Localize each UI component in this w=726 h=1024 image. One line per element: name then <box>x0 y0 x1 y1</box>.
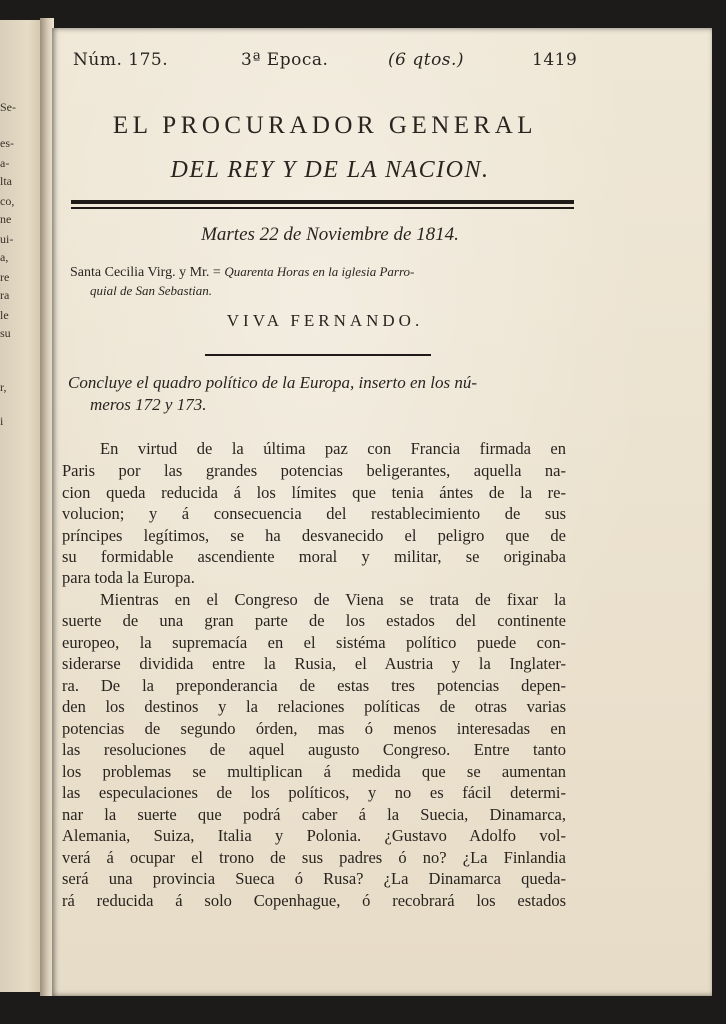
body-line: los problemas se multiplican á medida que se aumentan <box>62 762 566 781</box>
body-line: siderarse dividida entre la Rusia, el Austria y la Inglater- <box>62 654 566 673</box>
body-line: europeo, la supremacía en el sistéma político puede con- <box>62 633 566 652</box>
issue-date: Martes 22 de Noviembre de 1814. <box>201 224 459 245</box>
saint-name: Santa Cecilia Virg. y Mr. = <box>70 265 225 280</box>
left-fragment: es- <box>0 136 14 150</box>
body-line: volucion; y á consecuencia del restablecimiento de sus <box>62 504 566 523</box>
saint-line-1 <box>70 262 580 282</box>
body-line: suerte de una gran parte de los estados del continente <box>62 611 566 630</box>
page-number: 1419 <box>532 50 578 70</box>
masthead-rule-thick <box>71 200 574 204</box>
body-line: verá á ocupar el trono de sus padres ó no? ¿La Finlandia <box>62 848 566 867</box>
issue-number: Núm. 175. <box>73 50 169 70</box>
body-line: cion queda reducida á los límites que tenia ántes de la re- <box>62 483 566 502</box>
body-line: será una provincia Sueca ó Rusa? ¿La Dinamarca queda- <box>62 869 566 888</box>
body-line: rá reducida á solo Copenhague, ó recobrará los estados <box>62 891 566 910</box>
quarters-label: (6 qtos.) <box>388 50 465 70</box>
left-fragment: ui- <box>0 232 14 246</box>
body-line: Mientras en el Congreso de Viena se trata de fixar la <box>100 590 566 609</box>
saint-line-2 <box>90 281 600 301</box>
section-title-line-1: Concluye el quadro político de la Europa, inserto en los nú- <box>68 373 478 392</box>
body-line: su formidable ascendiente moral y militar, se originaba <box>62 547 566 566</box>
viva-fernando: VIVA FERNANDO. <box>226 311 424 330</box>
body-line: den los destinos y la relaciones políticas de otras varias <box>62 697 566 716</box>
left-fragment: r, <box>0 380 7 394</box>
body-line: potencias de segundo órden, mas ó menos interesadas en <box>62 719 566 738</box>
forty-hours-note: Quarenta Horas en la iglesia Parro- <box>224 264 415 279</box>
body-line: En virtud de la última paz con Francia firmada en <box>100 439 566 458</box>
left-fragment: su <box>0 326 11 340</box>
left-fragment: ne <box>0 212 12 226</box>
left-fragment: a- <box>0 156 10 170</box>
masthead-rule-thin <box>71 207 574 209</box>
left-fragment: Se- <box>0 100 16 114</box>
masthead-subtitle: DEL REY Y DE LA NACION. <box>170 157 490 183</box>
body-line: Paris por las grandes potencias beligerantes, aquella na- <box>62 461 566 480</box>
body-line: las resoluciones de aquel augusto Congreso. Entre tanto <box>62 740 566 759</box>
left-fragment: le <box>0 308 9 322</box>
body-line: príncipes legítimos, se ha desvanecido el peligro que de <box>62 526 566 545</box>
left-fragment: co, <box>0 194 15 208</box>
left-fragment: a, <box>0 250 9 264</box>
body-line: nar la suerte que podrá caber á la Suecia, Dinamarca, <box>62 805 566 824</box>
body-line: Alemania, Suiza, Italia y Polonia. ¿Gustavo Adolfo vol- <box>62 826 566 845</box>
section-rule <box>205 354 431 356</box>
body-line: ra. De la preponderancia de estas tres potencias depen- <box>62 676 566 695</box>
epoch-label: 3ª Epoca. <box>241 50 329 70</box>
body-line: para toda la Europa. <box>62 568 195 587</box>
left-fragment: ra <box>0 288 10 302</box>
section-title-line-2: meros 172 y 173. <box>90 395 207 414</box>
left-fragment: re <box>0 270 10 284</box>
left-fragment: i <box>0 414 4 428</box>
parish-note: quial de San Sebastian. <box>90 283 213 298</box>
left-fragment: lta <box>0 174 12 188</box>
body-line: las especulaciones de los políticos, y no es fácil determi- <box>62 783 566 802</box>
masthead-title: EL PROCURADOR GENERAL <box>112 112 538 139</box>
